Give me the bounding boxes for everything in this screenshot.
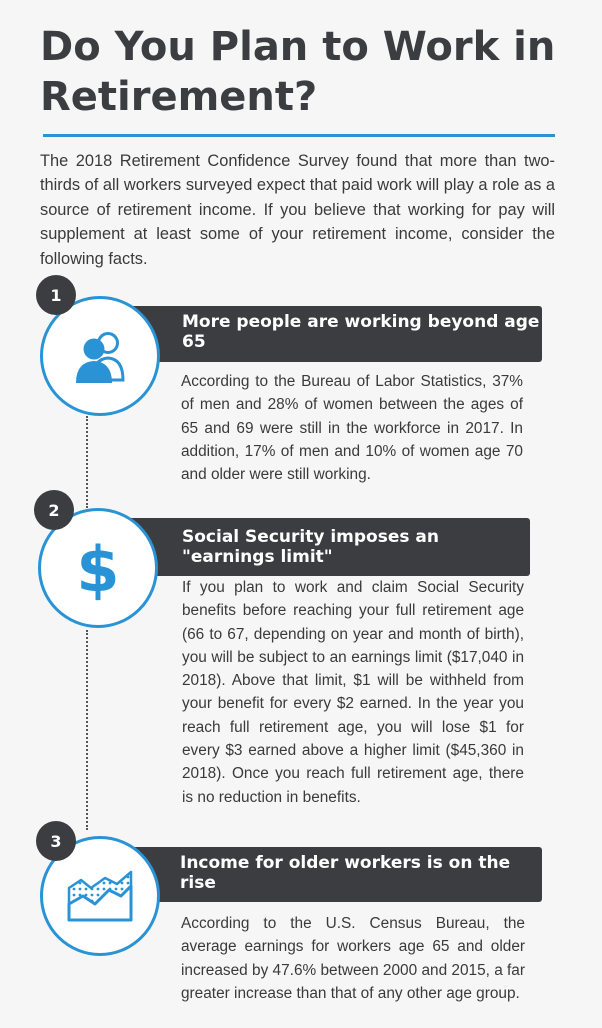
people-icon	[68, 328, 132, 384]
svg-text:$: $	[76, 533, 120, 603]
section-3-banner	[130, 847, 542, 902]
dollar-icon	[68, 533, 128, 603]
section-3-number: 3	[36, 821, 76, 861]
page-title: Do You Plan to Work in Retirement?	[40, 24, 556, 120]
section-2-banner	[130, 518, 530, 576]
rising-chart-icon	[65, 868, 135, 924]
section-2-number: 2	[34, 490, 74, 530]
section-1-heading: More people are working beyond age 65	[182, 312, 540, 352]
section-1-number: 1	[36, 275, 76, 315]
title-divider	[43, 134, 555, 137]
connector-line	[86, 416, 88, 508]
section-2-heading: Social Security imposes an "earnings limit"	[182, 527, 439, 567]
connector-line	[86, 630, 88, 830]
section-2-body: If you plan to work and claim Social Security benefits before reaching your full retirement age (66 to 67, depending on year and month of birth), you will be subject to an earnings limit ($17,040 in 2018). Above that limit, $1 will be withheld from your benefit for every $2 earned. In the year you reach full retirement age, you will lose $1 for every $3 earned above a higher limit ($45,360 in 2018). Once you reach full retirement age, there is no reduction in benefits.	[182, 579, 524, 806]
section-3-heading: Income for older workers is on the rise	[180, 853, 511, 893]
section-1-banner	[130, 306, 542, 362]
section-1-body: According to the Bureau of Labor Statistics, 37% of men and 28% of women between the ages of 65 and 69 were still in the workforce in 2017. In addition, 17% of men and 10% of women age 70 and older were still working.	[181, 373, 523, 484]
intro-paragraph: The 2018 Retirement Confidence Survey found that more than two-thirds of all workers surveyed expect that paid work will play a role as a source of retirement income. If you believe that working for pay will supplement at least some of your retirement income, consider the following facts.	[40, 152, 555, 268]
section-3-body: According to the U.S. Census Bureau, the average earnings for workers age 65 and older increased by 47.6% between 2000 and 2015, a far greater increase than that of any other age group.	[181, 915, 525, 1002]
